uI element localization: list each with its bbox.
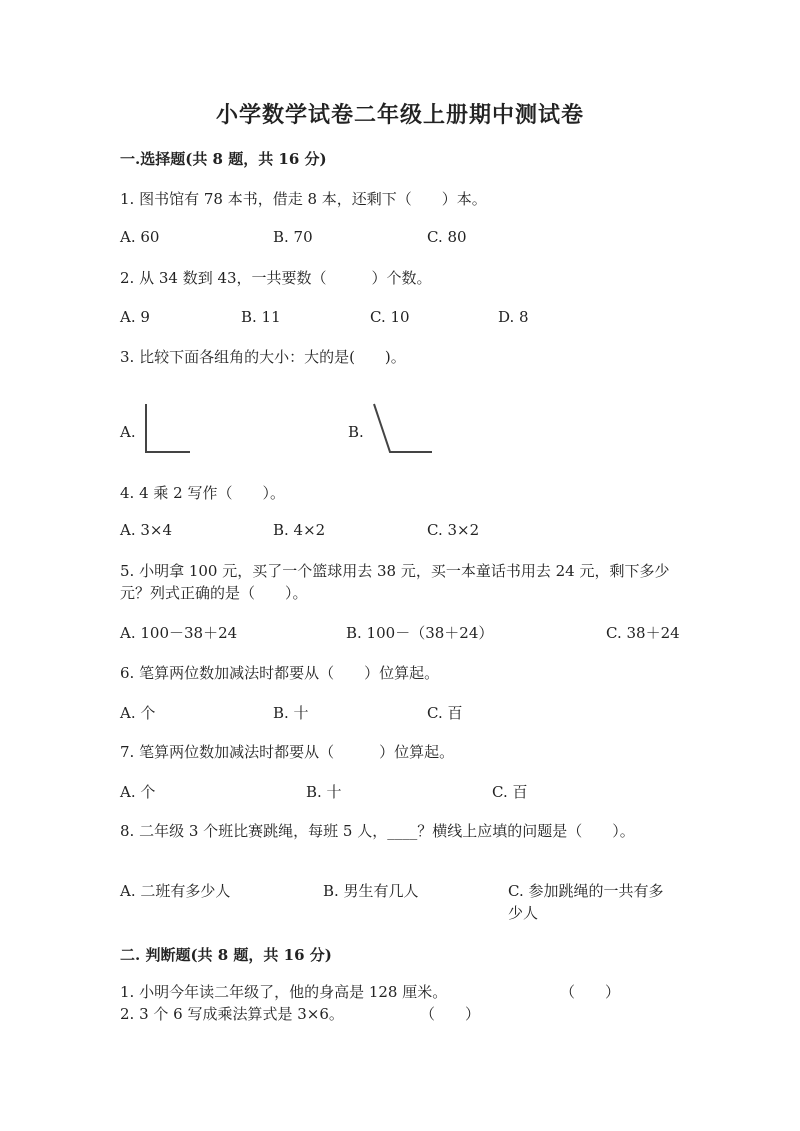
page-title: 小学数学试卷二年级上册期中测试卷 (215, 102, 584, 128)
option-5a: A. 100－38＋24 (120, 624, 238, 642)
option-4b: B. 4×2 (273, 521, 326, 539)
option-1c: C. 80 (427, 228, 467, 246)
option-8a: A. 二班有多少人 (120, 882, 231, 900)
option-7a: A. 个 (120, 783, 156, 801)
option-1b: B. 70 (273, 228, 313, 246)
option-5b: B. 100－（38＋24） (346, 624, 494, 642)
option-8b: B. 男生有几人 (323, 882, 419, 900)
section-heading-judgement: 二. 判断题(共 8 题，共 16 分) (120, 946, 332, 964)
option-7b: B. 十 (306, 783, 342, 801)
question-4: 4. 4 乘 2 写作（ ）。 (120, 484, 285, 502)
option-2b: B. 11 (241, 308, 281, 326)
section-heading-choice: 一.选择题(共 8 题，共 16 分) (120, 150, 327, 168)
option-1a: A. 60 (120, 228, 160, 246)
obtuse-angle-figure (368, 400, 438, 460)
option-4c: C. 3×2 (427, 521, 480, 539)
judgement-2: 2. 3 个 6 写成乘法算式是 3×6。 (120, 1005, 344, 1023)
option-6b: B. 十 (273, 704, 309, 722)
option-3b: B. (348, 423, 364, 441)
option-2d: D. 8 (498, 308, 529, 326)
option-2a: A. 9 (120, 308, 150, 326)
right-angle-figure (140, 400, 200, 460)
option-6c: C. 百 (427, 704, 463, 722)
question-6: 6. 笔算两位数加减法时都要从（ ）位算起。 (120, 664, 440, 682)
question-2: 2. 从 34 数到 43，一共要数（ ）个数。 (120, 269, 432, 287)
option-3a: A. (120, 423, 136, 441)
judgement-2-blank: （ ） (420, 1005, 481, 1023)
option-5c: C. 38＋24 (606, 624, 680, 642)
question-7: 7. 笔算两位数加减法时都要从（ ）位算起。 (120, 743, 455, 761)
judgement-1-blank: （ ） (560, 983, 621, 1001)
option-2c: C. 10 (370, 308, 410, 326)
option-7c: C. 百 (492, 783, 528, 801)
judgement-1: 1. 小明今年读二年级了，他的身高是 128 厘米。 (120, 983, 448, 1001)
question-5: 5. 小明拿 100 元，买了一个篮球用去 38 元，买一本童话书用去 24 元，剩下多少元？列式正确的是（ ）。 (120, 562, 670, 602)
question-3: 3. 比较下面各组角的大小：大的是( )。 (120, 348, 406, 366)
option-4a: A. 3×4 (120, 521, 173, 539)
option-8c: C. 参加跳绳的一共有多少人 (508, 882, 664, 922)
question-1: 1. 图书馆有 78 本书，借走 8 本，还剩下（ ）本。 (120, 190, 487, 208)
question-8: 8. 二年级 3 个班比赛跳绳，每班 5 人，____？横线上应填的问题是（ ）。 (120, 822, 635, 840)
option-6a: A. 个 (120, 704, 156, 722)
